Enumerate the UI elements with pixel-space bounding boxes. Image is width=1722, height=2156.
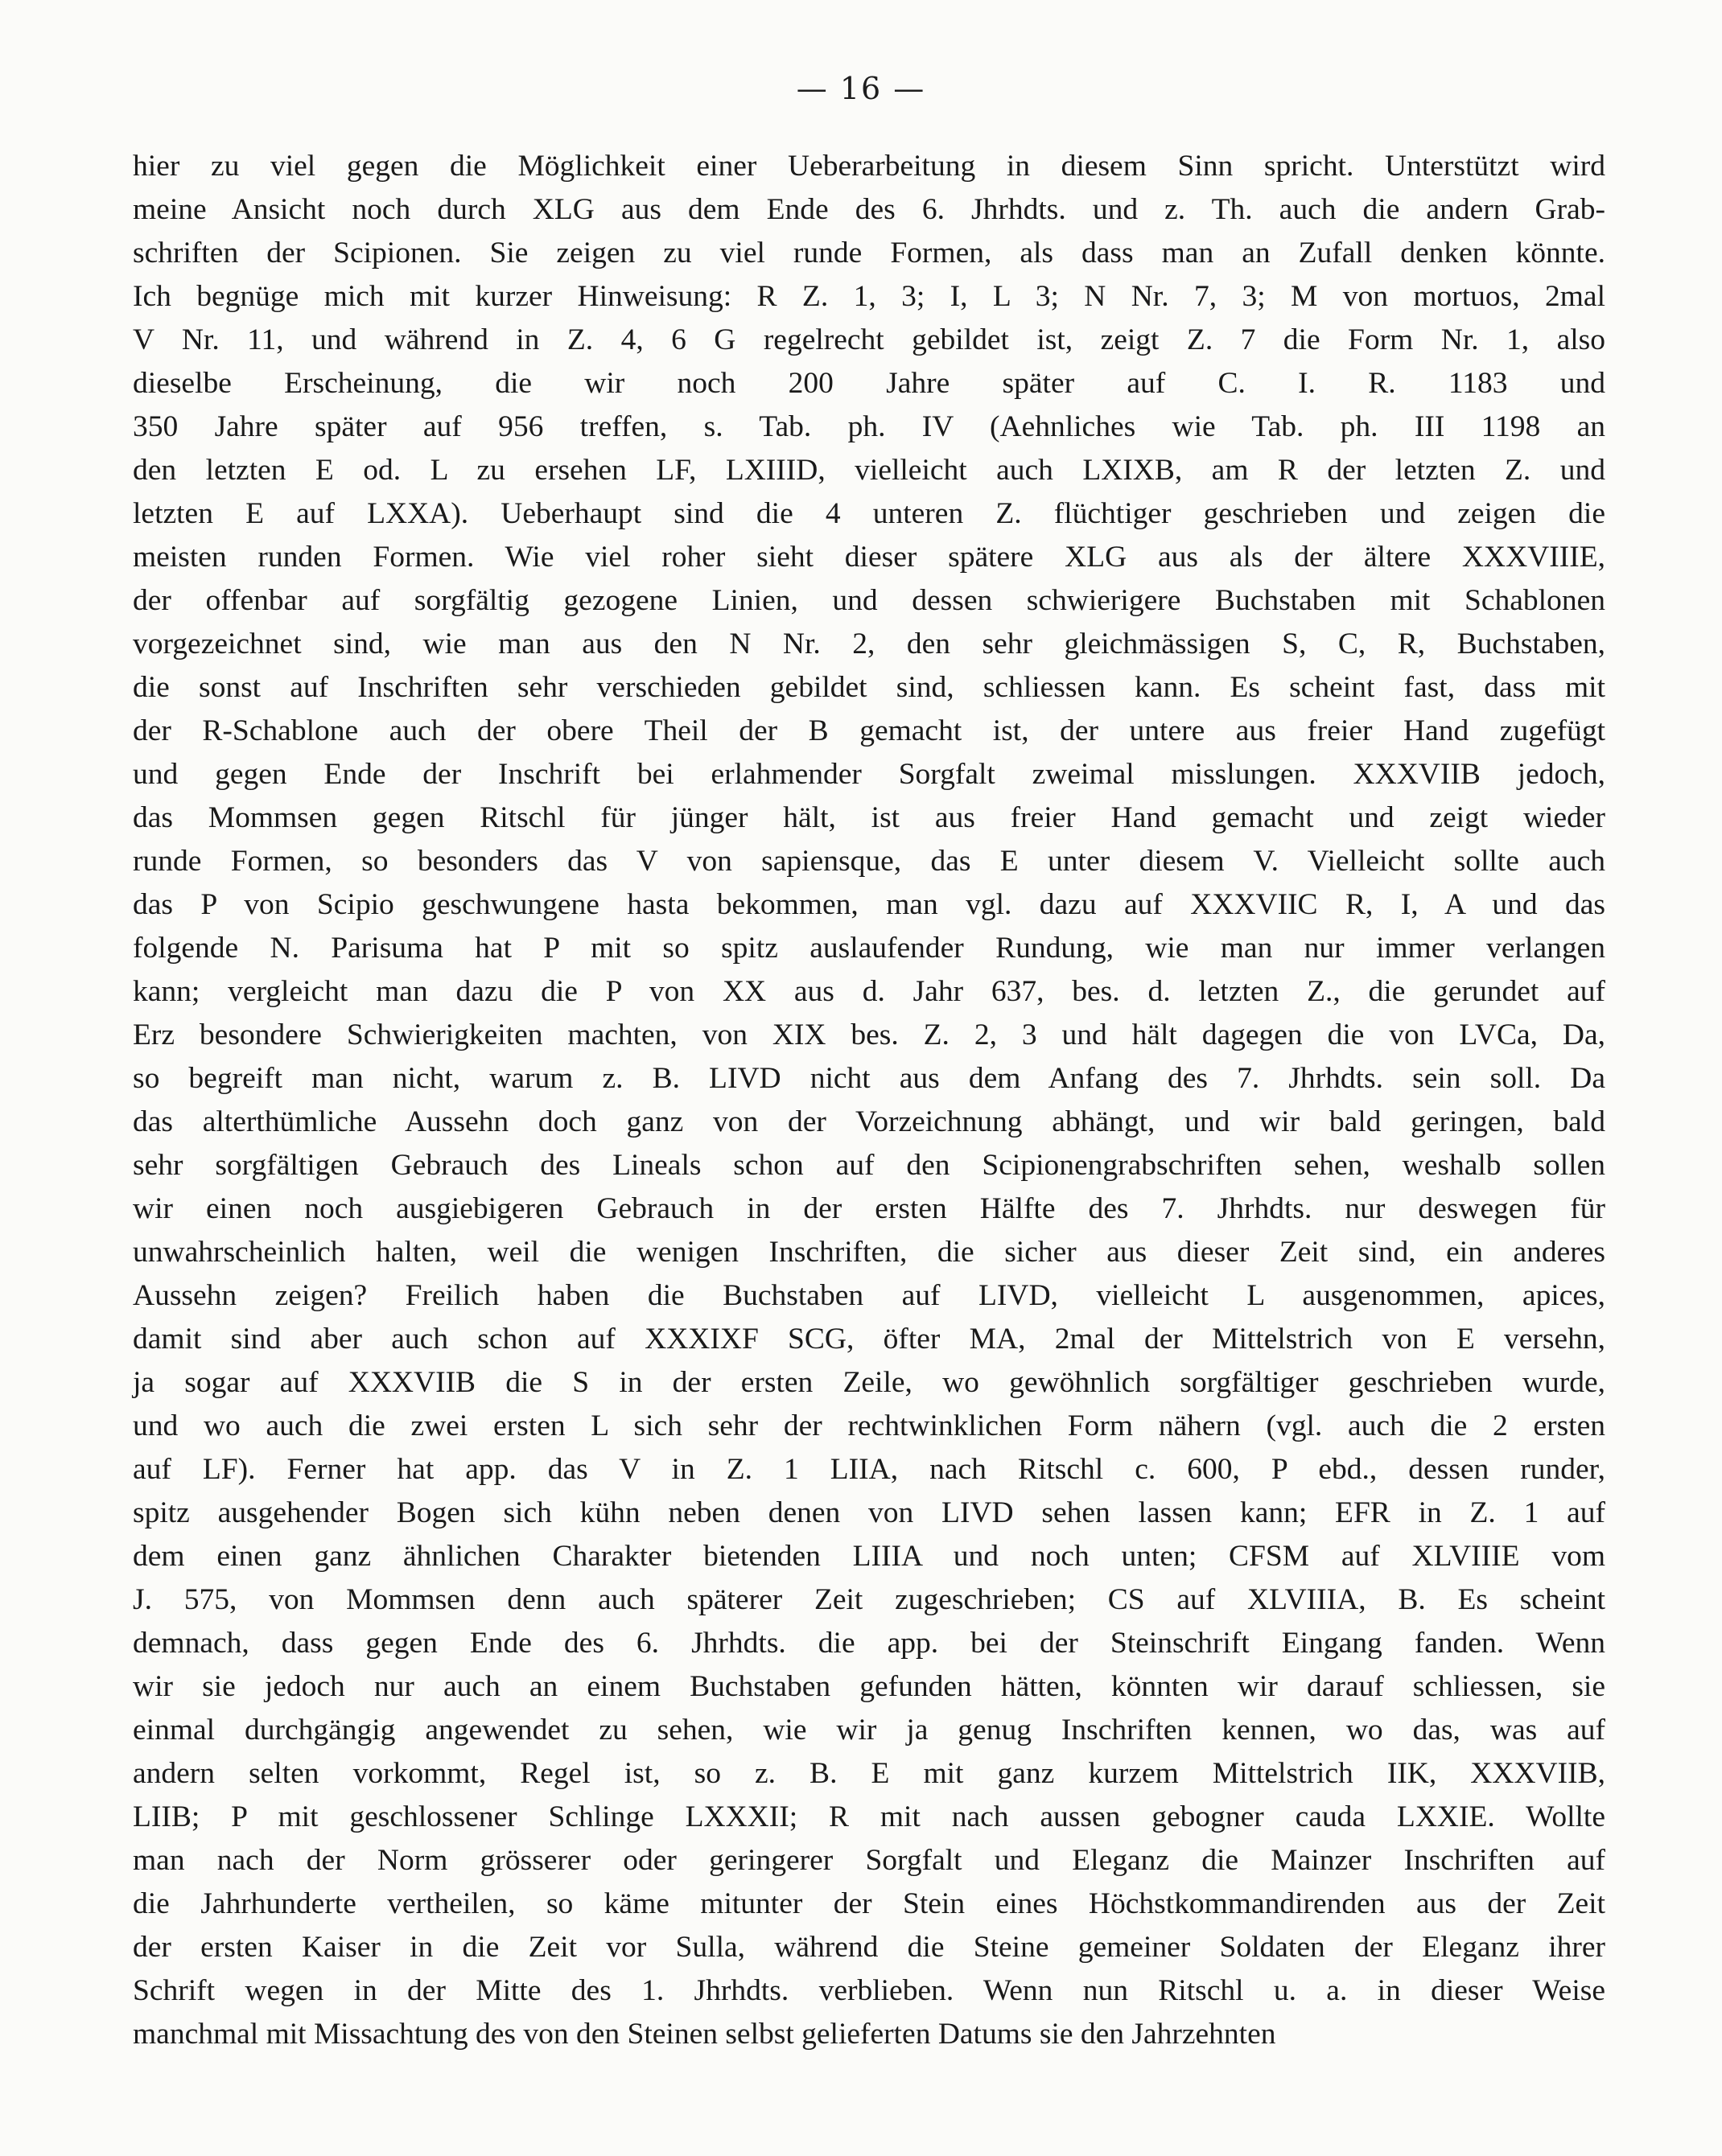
text-line: Schrift wegen in der Mitte des 1. Jhrhdts. verblieben. Wenn nun Ritschl u. a. in dieser Weise <box>133 1974 1605 2007</box>
text-line: der R-Schablone auch der obere Theil der B gemacht ist, der untere aus freier Hand zugefügt <box>133 714 1605 747</box>
text-line: dieselbe Erscheinung, die wir noch 200 Jahre später auf C. I. R. 1183 und <box>133 367 1605 400</box>
text-line: runde Formen, so besonders das V von sapiensque, das E unter diesem V. Vielleicht sollte auch <box>133 845 1605 878</box>
text-line: 350 Jahre später auf 956 treffen, s. Tab. ph. IV (Aehnliches wie Tab. ph. III 1198 an <box>133 410 1605 443</box>
text-line: der ersten Kaiser in die Zeit vor Sulla, während die Steine gemeiner Soldaten der Eleganz ihrer <box>133 1931 1605 1964</box>
text-line: Erz besondere Schwierigkeiten machten, von XIX bes. Z. 2, 3 und hält dagegen die von LVCa, Da, <box>133 1018 1605 1051</box>
text-line: das alterthümliche Aussehn doch ganz von der Vorzeichnung abhängt, und wir bald geringen, bald <box>133 1105 1605 1138</box>
text-line: und wo auch die zwei ersten L sich sehr der rechtwinklichen Form nähern (vgl. auch die 2 ersten <box>133 1409 1605 1442</box>
text-line: demnach, dass gegen Ende des 6. Jhrhdts. die app. bei der Steinschrift Eingang fanden. Wenn <box>133 1627 1605 1660</box>
text-line: Aussehn zeigen? Freilich haben die Buchstaben auf LIVD, vielleicht L ausgenommen, apices, <box>133 1279 1605 1312</box>
text-line: so begreift man nicht, warum z. B. LIVD nicht aus dem Anfang des 7. Jhrhdts. sein soll. Da <box>133 1062 1605 1095</box>
text-line: man nach der Norm grösserer oder geringerer Sorgfalt und Eleganz die Mainzer Inschriften auf <box>133 1844 1605 1877</box>
text-line: J. 575, von Mommsen denn auch späterer Zeit zugeschrieben; CS auf XLVIIIA, B. Es scheint <box>133 1583 1605 1616</box>
text-line: wir einen noch ausgiebigeren Gebrauch in der ersten Hälfte des 7. Jhrhdts. nur deswegen für <box>133 1192 1605 1225</box>
text-line: hier zu viel gegen die Möglichkeit einer Ueberarbeitung in diesem Sinn spricht. Unterstützt wird <box>133 150 1605 183</box>
text-line: spitz ausgehender Bogen sich kühn neben denen von LIVD sehen lassen kann; EFR in Z. 1 auf <box>133 1496 1605 1529</box>
text-line: schriften der Scipionen. Sie zeigen zu viel runde Formen, als dass man an Zufall denken könnte. <box>133 237 1605 270</box>
text-line: unwahrscheinlich halten, weil die wenigen Inschriften, die sicher aus dieser Zeit sind, ein anderes <box>133 1236 1605 1269</box>
text-line: einmal durchgängig angewendet zu sehen, wie wir ja genug Inschriften kennen, wo das, was auf <box>133 1714 1605 1747</box>
text-line: dem einen ganz ähnlichen Charakter bietenden LIIIA und noch unten; CFSM auf XLVIIIE vom <box>133 1540 1605 1573</box>
text-line: andern selten vorkommt, Regel ist, so z. B. E mit ganz kurzem Mittelstrich IIK, XXXVIIB, <box>133 1757 1605 1790</box>
text-line: sehr sorgfältigen Gebrauch des Lineals schon auf den Scipionengrabschriften sehen, weshalb sollen <box>133 1149 1605 1182</box>
text-line: vorgezeichnet sind, wie man aus den N Nr. 2, den sehr gleichmässigen S, C, R, Buchstaben, <box>133 627 1605 660</box>
page-number: — 16 — <box>796 71 926 106</box>
text-line: und gegen Ende der Inschrift bei erlahmender Sorgfalt zweimal misslungen. XXXVIIB jedoch, <box>133 758 1605 791</box>
text-line: das P von Scipio geschwungene hasta bekommen, man vgl. dazu auf XXXVIIC R, I, A und das <box>133 888 1605 921</box>
text-line: meisten runden Formen. Wie viel roher sieht dieser spätere XLG aus als der ältere XXXVIIIE, <box>133 541 1605 574</box>
text-line: Ich begnüge mich mit kurzer Hinweisung: R Z. 1, 3; I, L 3; N Nr. 7, 3; M von mortuos, 2mal <box>133 280 1605 313</box>
body-text <box>133 145 1605 2056</box>
text-line: kann; vergleicht man dazu die P von XX aus d. Jahr 637, bes. d. letzten Z., die gerundet auf <box>133 975 1605 1008</box>
text-line: auf LF). Ferner hat app. das V in Z. 1 LIIA, nach Ritschl c. 600, P ebd., dessen runder, <box>133 1453 1605 1486</box>
text-line: das Mommsen gegen Ritschl für jünger hält, ist aus freier Hand gemacht und zeigt wieder <box>133 801 1605 834</box>
text-line: V Nr. 11, und während in Z. 4, 6 G regelrecht gebildet ist, zeigt Z. 7 die Form Nr. 1, also <box>133 323 1605 356</box>
text-line: letzten E auf LXXA). Ueberhaupt sind die 4 unteren Z. flüchtiger geschrieben und zeigen die <box>133 497 1605 530</box>
text-line: manchmal mit Missachtung des von den Steinen selbst gelieferten Datums sie den Jahrzehnten <box>133 2018 1276 2051</box>
text-line: wir sie jedoch nur auch an einem Buchstaben gefunden hätten, könnten wir darauf schliessen, sie <box>133 1670 1605 1703</box>
text-line: die Jahrhunderte vertheilen, so käme mitunter der Stein eines Höchstkommandirenden aus der Zeit <box>133 1887 1605 1920</box>
text-line: LIIB; P mit geschlossener Schlinge LXXXII; R mit nach aussen gebogner cauda LXXIE. Wollte <box>133 1800 1605 1833</box>
text-line: meine Ansicht noch durch XLG aus dem Ende des 6. Jhrhdts. und z. Th. auch die andern Grab- <box>133 193 1605 226</box>
text-line: die sonst auf Inschriften sehr verschieden gebildet sind, schliessen kann. Es scheint fast, dass mit <box>133 671 1605 704</box>
text-line: der offenbar auf sorgfältig gezogene Linien, und dessen schwierigere Buchstaben mit Schablonen <box>133 584 1605 617</box>
text-line: ja sogar auf XXXVIIB die S in der ersten Zeile, wo gewöhnlich sorgfältiger geschrieben wurde, <box>133 1366 1605 1399</box>
text-line: damit sind aber auch schon auf XXXIXF SCG, öfter MA, 2mal der Mittelstrich von E versehn, <box>133 1323 1605 1356</box>
text-line: folgende N. Parisuma hat P mit so spitz auslaufender Rundung, wie man nur immer verlangen <box>133 932 1605 965</box>
text-line: den letzten E od. L zu ersehen LF, LXIIID, vielleicht auch LXIXB, am R der letzten Z. und <box>133 454 1605 487</box>
